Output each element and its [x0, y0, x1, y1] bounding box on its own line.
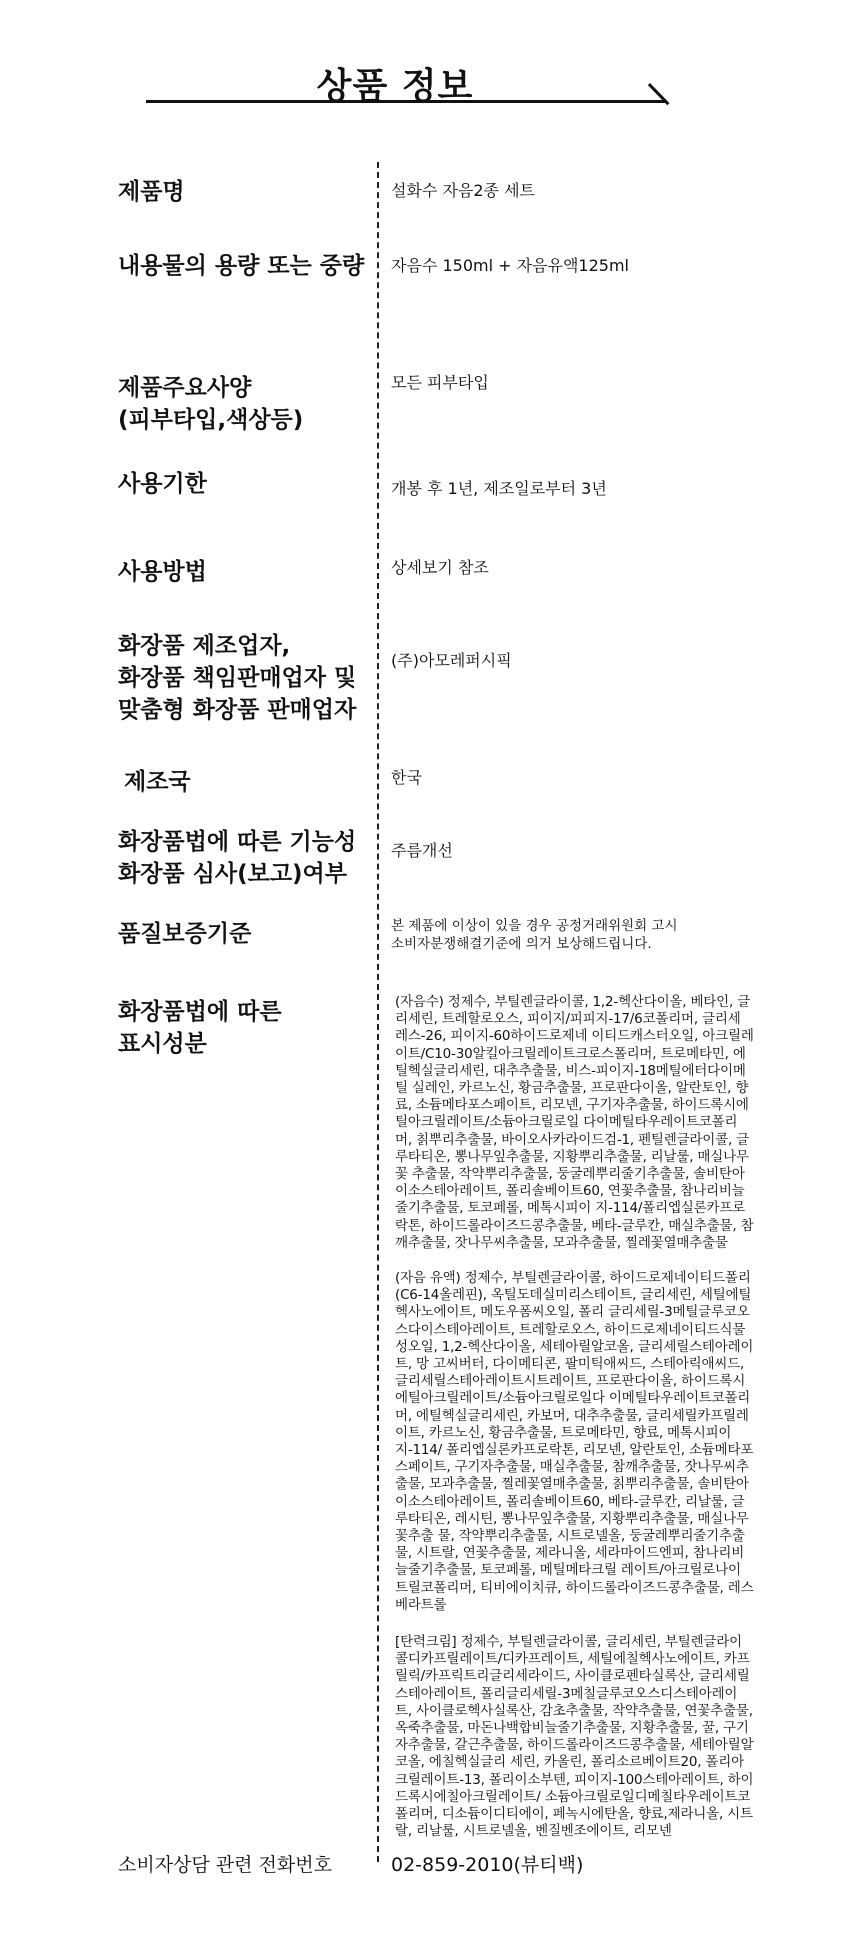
- value-quality: 본 제품에 이상이 있을 경우 공정거래위원회 고시 소비자분쟁해결기준에 의거 보상해드립니다.: [391, 918, 678, 952]
- ingredients-toner: (자음수) 정제수, 부틸렌글라이콜, 1,2-헥산다이올, 베타인, 글 리세린, 트레할로오스, 피이지/피피지-17/6코폴리머, 글리세 레스-26, 피이지-60하이드로제네 이티드캐스터오일, 아크릴레 이트/C10-30알킬아크릴레이트크로스폴리머, 트로메타민, 에 틸헥실글리세린, 대추추출물, 비스-피이지-18메틸에터다이메 틸 실레인, 카르노신, 황금추출물, 프로판다이올, 알란토인, 향 료, 소듐메타포스페이트, 리모넨, 구기자추출물, 하이드록시에 틸아크릴레이트/소듐아크릴로일 다이메틸타우레이트코폴리 머, 칡뿌리추출물, 바이오사카라이드검-1, 펜틸렌글라이콜, 글 루타티온, 뽕나무잎추출물, 지황뿌리추출물, 리날룰, 매실나무 꽃 추출물, 작약뿌리추출물, 둥굴레뿌리줄기추출물, 솔비탄아 이소스테아레이트, 폴리솔베이트60, 연꽃추출물, 참나리비늘 줄기추출물, 토코페롤, 메톡시피이 지-114/폴리엡실론카프로 락톤, 하이드롤라이즈드콩추출물, 베타-글루칸, 매실추출물, 참 깨추출물, 잣나무씨추출물, 모과추출물, 찔레꽃열매추출물: [395, 994, 754, 1251]
- ingredients-emulsion: (자음 유액) 정제수, 부틸렌글라이콜, 하이드로제네이티드폴리 (C6-14올레핀), 옥틸도데실미리스테이트, 글리세린, 세틸에틸 헥사노에이트, 메도우폼씨오일, 폴리 글리세릴-3메틸글루코오 스다이스테아레이트, 트레할로오스, 하이드로제네이티드식물 성오일, 1,2-헥산다이올, 세테아릴알코올, 글리세릴스테아레이 트, 망 고씨버터, 다이메티콘, 팔미틱애씨드, 스테아릭애씨드, 글리세릴스테아레이트시트레이트, 프로판다이올, 하이드록시 에틸아크릴레이트/소듐아크릴로일다 이메틸타우레이트코폴리 머, 에틸헥실글리세린, 카보머, 대추추출물, 글리세릴카프릴레 이트, 카르노신, 황금추출물, 트로메타민, 향료, 메톡시피이 지-114/ 폴리엡실론카프로락톤, 리모넨, 알란토인, 소듐메타포 스페이트, 구기자추출물, 매실추출물, 참깨추출물, 잣나무씨추 출물, 모과추출물, 찔레꽃열매추출물, 칡뿌리추출물, 솔비탄아 이소스테아레이트, 폴리솔베이트60, 베타-글루칸, 리날룰, 글 루타티온, 레시틴, 뽕나무잎추출물, 지황뿌리추출물, 매실나무 꽃추출 물, 작약뿌리추출물, 시트로넬올, 둥굴레뿌리줄기추출 물, 시트랄, 연꽃추출물, 제라니올, 세라마이드엔피, 참나리비 늘줄기추출물, 토코페롤, 메틸메타크릴 레이트/아크릴로나이 트릴코폴리머, 티비에이치큐, 하이드롤라이즈드콩추출물, 레스 베라트롤: [395, 1270, 754, 1613]
- value-usage: 상세보기 참조: [391, 558, 489, 577]
- label-phone: 소비자상담 관련 전화번호: [118, 1854, 332, 1876]
- value-product-name: 설화수 자음2종 세트: [391, 181, 535, 200]
- label-functional: 화장품법에 따른 기능성 화장품 심사(보고)여부: [118, 829, 357, 887]
- label-maker: 화장품 제조업자, 화장품 책임판매업자 및 맞춤형 화장품 판매업자: [118, 633, 357, 723]
- ingredients-cream: [탄력크림] 정제수, 부틸렌글라이콜, 글리세린, 부틸렌글라이 콜디카프릴레이트/디카프레이트, 세틸에칠헥사노에이트, 카프 릴릭/카프릭트리글리세라이드, 사이클로펜타실록산, 글리세릴 스테아레이트, 폴리글리세릴-3메칠글루코오스디스테아레이 트, 사이클로헥사실록산, 감초추출물, 작약추출물, 연꽃추출물, 옥죽추출물, 마돈나백합비늘줄기추출물, 지황추출물, 꿀, 구기 자추출물, 갈근추출물, 하이드롤라이즈드콩추출물, 세테아릴알 코올, 에칠헥실글리 세린, 카올린, 폴리소르베이트20, 폴리아 크릴레이트-13, 폴리이소부텐, 피이지-100스테아레이트, 하이 드록시에칠아크릴레이트/ 소듐아크릴로일디메칠타우레이트코 폴리머, 디소듐이디티에이, 페녹시에탄올, 향료,제라니올, 시트 랄, 리날룰, 시트로넬올, 벤질벤조에이트, 리모넨: [395, 1634, 754, 1840]
- value-phone: 02-859-2010(뷰티백): [391, 1854, 584, 1876]
- label-product-name: 제품명: [118, 179, 185, 205]
- page-title: 상품 정보: [316, 66, 474, 107]
- value-expiry: 개봉 후 1년, 제조일로부터 3년: [391, 479, 607, 498]
- label-origin: 제조국: [124, 769, 191, 795]
- label-usage: 사용방법: [118, 559, 207, 585]
- label-ingredients: 화장품법에 따른 표시성분: [118, 999, 282, 1057]
- value-volume: 자음수 150ml + 자음유액125ml: [391, 256, 629, 275]
- value-functional: 주름개선: [391, 841, 453, 860]
- label-quality: 품질보증기준: [118, 921, 252, 947]
- value-spec: 모든 피부타입: [391, 373, 489, 392]
- value-maker: (주)아모레퍼시픽: [391, 651, 512, 670]
- label-spec: 제품주요사양 (피부타입,색상등): [118, 375, 304, 433]
- title-underline: [146, 100, 666, 103]
- label-expiry: 사용기한: [118, 471, 207, 497]
- value-origin: 한국: [391, 768, 422, 787]
- column-divider: [377, 162, 379, 1862]
- label-volume: 내용물의 용량 또는 중량: [118, 253, 365, 279]
